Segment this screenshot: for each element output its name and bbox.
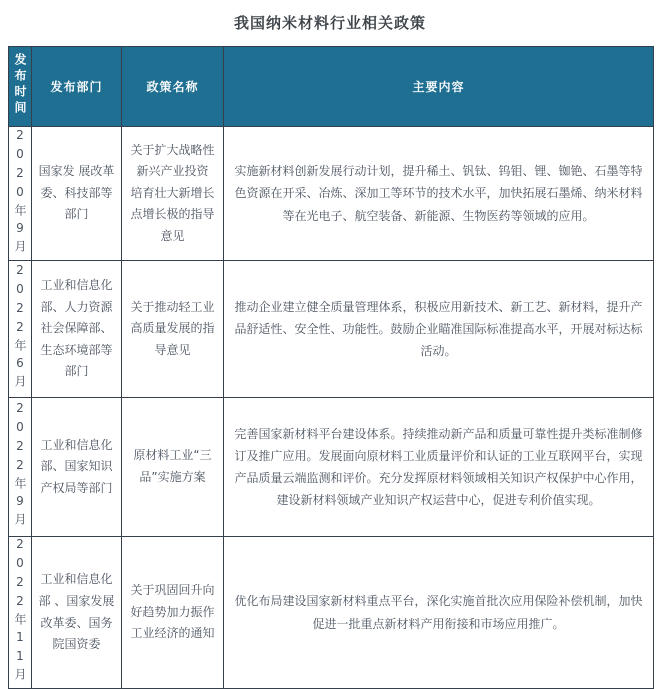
cell-main-content: 实施新材料创新发展行动计划，提升稀土、钒钛、钨钼、锂、铷铯、石墨等特色资源在开采、冶炼、深加工等环节的技术水平，加快拓展石墨烯、纳米材料等在光电子、航空装备、新能源、生物医药等领域的应用。 <box>224 127 654 261</box>
publish-time-text: 2022年6月 <box>13 263 27 392</box>
publish-time-text: 2022年11月 <box>13 537 27 685</box>
cell-main-content: 完善国家新材料平台建设体系。持续推动新产品和质量可靠性提升类标准制修订及推广应用。发展面向原材料工业质量评价和认证的工业互联网平台，实现产品质量云端监测和评价。充分发挥原材料领域相关知识产权保护中心作用，建设新材料领域产业知识产权运营中心，促进专利价值实现。 <box>224 398 654 537</box>
policy-table <box>8 46 654 689</box>
cell-policy-name: 关于推动轻工业高质量发展的指导意见 <box>122 261 224 398</box>
table-row <box>9 537 654 689</box>
header-department: 发布部门 <box>32 47 122 127</box>
cell-department: 工业和信息化部 、国家发展改革委、国务院国资委 <box>32 537 122 689</box>
cell-policy-name: 关于巩固回升向好趋势加力振作工业经济的通知 <box>122 537 224 689</box>
header-publish-time-label: 发布时间 <box>13 53 27 117</box>
publish-time-text: 2022年9月 <box>13 401 27 530</box>
cell-publish-time <box>9 398 32 537</box>
cell-publish-time <box>9 127 32 261</box>
cell-main-content: 推动企业建立健全质量管理体系，积极应用新技术、新工艺、新材料，提升产品舒适性、安全性、功能性。鼓励企业瞄准国际标准提高水平，开展对标达标活动。 <box>224 261 654 398</box>
page-title: 我国纳米材料行业相关政策 <box>233 14 426 32</box>
cell-publish-time <box>9 537 32 689</box>
cell-department: 工业和信息化部、国家知识产权局等部门 <box>32 398 122 537</box>
table-row <box>9 127 654 261</box>
cell-policy-name: 原材料工业“三品”实施方案 <box>122 398 224 537</box>
cell-department: 工业和信息化部、人力资源社会保障部、生态环境部等部门 <box>32 261 122 398</box>
header-main-content: 主要内容 <box>224 47 654 127</box>
table-row <box>9 398 654 537</box>
header-policy-name: 政策名称 <box>122 47 224 127</box>
cell-main-content: 优化布局建设国家新材料重点平台，深化实施首批次应用保险补偿机制，加快促进一批重点新材料产用衔接和市场应用推广。 <box>224 537 654 689</box>
table-row <box>9 261 654 398</box>
publish-time-text: 2020年9月 <box>13 127 27 257</box>
cell-department: 国家发 展改革委、科技部等部门 <box>32 127 122 261</box>
cell-policy-name: 关于扩大战略性新兴产业投资 培育壮大新增长点增长极的指导意见 <box>122 127 224 261</box>
header-row <box>9 47 654 127</box>
cell-publish-time <box>9 261 32 398</box>
header-publish-time <box>9 47 32 127</box>
